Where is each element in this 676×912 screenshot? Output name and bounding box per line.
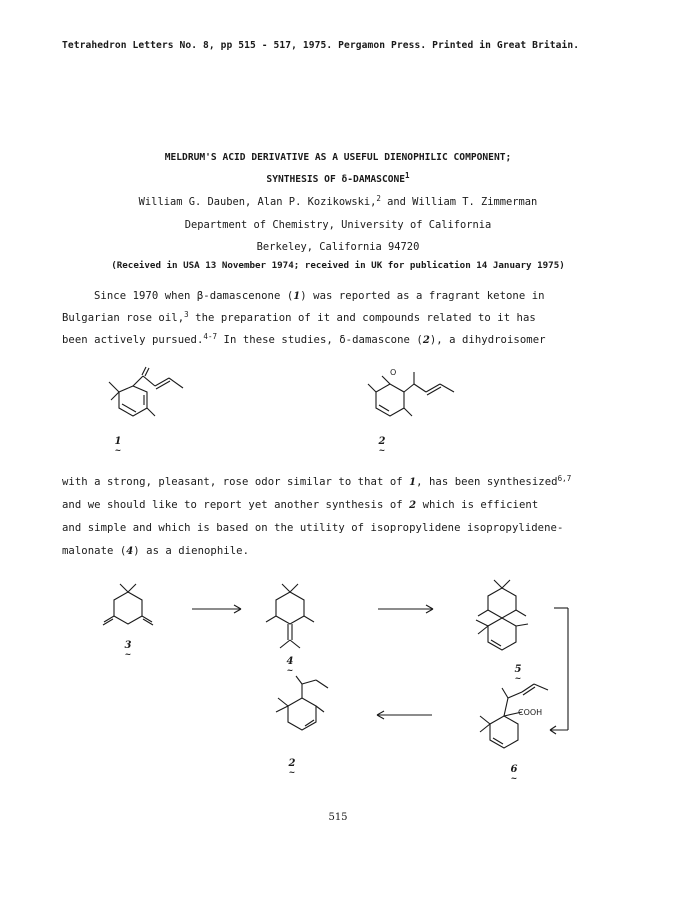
title-text: SYNTHESIS OF δ-DAMASCONE	[266, 174, 406, 185]
para2-line2-a: and we should like to report yet another synthesis of	[62, 499, 410, 511]
atom-oxygen-2: O	[390, 368, 397, 377]
compound-ref-2: 2	[422, 335, 430, 346]
structure-1	[95, 370, 215, 440]
label-3-tilde: ~	[124, 649, 132, 659]
compound-ref-1: 1	[293, 291, 301, 302]
structure-2	[362, 370, 482, 440]
para1-line1	[94, 290, 545, 302]
structure-label-4	[280, 656, 300, 673]
structure-label-2	[372, 436, 392, 453]
para2-line2	[62, 499, 538, 511]
label-2-text: 2	[378, 436, 386, 447]
para2-line1	[62, 476, 571, 488]
article-title-line2	[0, 171, 676, 185]
arrow-4-to-5	[378, 604, 436, 614]
footnote-6-7: 6,7	[557, 474, 572, 483]
label-5-text: 5	[514, 664, 522, 675]
arrow-6-to-2	[374, 710, 434, 720]
structure-3	[98, 582, 158, 642]
para1-text-a: Since 1970 when β-damascenone (	[94, 290, 294, 302]
structure-label-6	[504, 764, 524, 781]
label-6-tilde: ~	[510, 773, 518, 783]
structure-2-product	[266, 676, 356, 766]
para1-line3	[62, 334, 546, 346]
para2-line1-a: with a strong, pleasant, rose odor similar to that of	[62, 476, 410, 488]
label-4-text: 4	[286, 656, 294, 667]
label-3-text: 3	[124, 640, 132, 651]
para2-line2-b: which is efficient	[416, 499, 539, 511]
footnote-3: 3	[184, 310, 189, 319]
journal-header: Tetrahedron Letters No. 8, pp 515 - 517, 1975. Pergamon Press. Printed in Great Britain.	[62, 40, 580, 51]
page-number: 515	[328, 812, 348, 823]
para1-line2-a: Bulgarian rose oil,	[62, 312, 185, 324]
article-title-line1: MELDRUM'S ACID DERIVATIVE AS A USEFUL DIENOPHILIC COMPONENT;	[164, 152, 512, 163]
label-2b-text: 2	[288, 758, 296, 769]
authors-part-a: William G. Dauben, Alan P. Kozikowski,	[138, 196, 377, 208]
para2-line3: and simple and which is based on the utility of isopropylidene isopropylidene-	[62, 522, 564, 534]
para2-line4	[62, 545, 249, 557]
affiliation-city: Berkeley, California 94720	[256, 241, 420, 253]
carboxyl-group-6: COOH	[518, 708, 543, 717]
label-1-tilde: ~	[114, 445, 122, 455]
compound-ref-1b: 1	[409, 477, 417, 488]
footnote-4-7: 4-7	[203, 332, 218, 341]
compound-ref-4: 4	[126, 546, 134, 557]
structure-label-2-product	[282, 758, 302, 775]
compound-ref-2b: 2	[409, 500, 417, 511]
para2-line1-b: , has been synthesized	[416, 476, 558, 488]
structure-label-1	[108, 436, 128, 453]
para1-line2	[62, 312, 536, 324]
para1-line3-b: In these studies, δ-damascone (	[217, 334, 423, 346]
authors-part-b: and William T. Zimmerman	[380, 196, 538, 208]
para1-line3-c: ), a dihydroisomer	[429, 334, 546, 346]
structure-label-3	[118, 640, 138, 657]
received-dates: (Received in USA 13 November 1974; received in UK for publication 14 January 1975)	[111, 260, 565, 271]
structure-6	[468, 673, 558, 772]
authors	[0, 196, 676, 208]
label-5-tilde: ~	[514, 673, 522, 683]
para2-line4-a: malonate (	[62, 545, 127, 557]
affiliation: Department of Chemistry, University of California	[184, 219, 492, 231]
para2-line4-b: ) as a dienophile.	[133, 545, 250, 557]
label-6-text: 6	[510, 764, 518, 775]
label-2-tilde: ~	[378, 445, 386, 455]
arrow-3-to-4	[192, 604, 244, 614]
structure-4	[260, 582, 320, 662]
para1-line3-a: been actively pursued.	[62, 334, 204, 346]
label-4-tilde: ~	[286, 665, 294, 675]
label-2b-tilde: ~	[288, 767, 296, 777]
structure-5	[466, 580, 546, 670]
para1-line2-b: the preparation of it and compounds related to it has	[188, 312, 536, 324]
label-1-text: 1	[114, 436, 122, 447]
para1-text-b: ) was reported as a fragrant ketone in	[300, 290, 545, 302]
authors-footnote: 2	[376, 194, 381, 203]
title-footnote: 1	[405, 171, 410, 180]
